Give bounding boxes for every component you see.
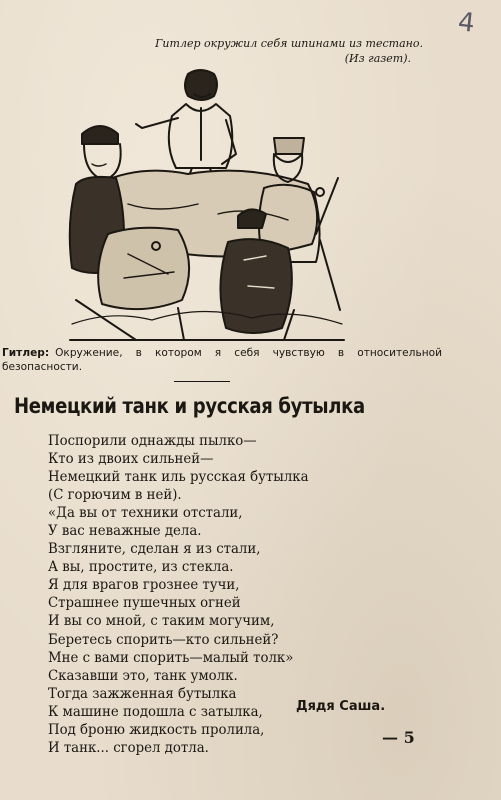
poem-line: Беретесь спорить—кто сильней? bbox=[48, 631, 279, 648]
page-number: — 5 bbox=[382, 728, 415, 747]
epigraph bbox=[123, 36, 423, 66]
poem-line: К машине подошла с затылка, bbox=[48, 703, 263, 720]
poem-line: Кто из двоих сильней— bbox=[48, 451, 214, 468]
caption-speaker: Гитлер: bbox=[2, 347, 50, 359]
poem-line: Страшнее пушечных огней bbox=[48, 595, 241, 612]
poem-line: А вы, простите, из стекла. bbox=[48, 559, 234, 576]
poem-line: (С горючим в ней). bbox=[48, 487, 182, 504]
cartoon-illustration bbox=[68, 64, 348, 344]
poem-title: Немецкий танк и русская бутылка bbox=[14, 394, 365, 418]
poem-author: Дядя Саша. bbox=[296, 699, 386, 714]
cartoon-caption bbox=[2, 346, 442, 374]
poem-line: Мне с вами спорить—малый толк» bbox=[48, 649, 294, 666]
epigraph-source: (Из газет). bbox=[344, 52, 411, 65]
poem-line: И танк... сгорел дотла. bbox=[48, 739, 209, 756]
poem-line: И вы со мной, с таким могучим, bbox=[48, 613, 275, 630]
poem-line: Немецкий танк иль русская бутылка bbox=[48, 469, 309, 486]
poem-line: Сказавши это, танк умолк. bbox=[48, 667, 238, 684]
caption-text: Окружение, в котором я себя чувствую в относительной безопасности. bbox=[2, 347, 442, 373]
section-divider bbox=[174, 381, 230, 382]
pencil-page-mark: 4 bbox=[456, 7, 477, 39]
poem-line: Под броню жидкость пролила, bbox=[48, 721, 265, 738]
poem-line: Тогда зажженная бутылка bbox=[48, 685, 237, 702]
poem-line: У вас неважные дела. bbox=[48, 523, 202, 540]
poem-line: Поспорили однажды пылко— bbox=[48, 433, 257, 449]
poem-line: Взгляните, сделан я из стали, bbox=[48, 541, 261, 558]
poem-line: Я для врагов грознее тучи, bbox=[48, 577, 240, 594]
epigraph-quote: Гитлер окружил себя шпинами из тестано. bbox=[155, 37, 423, 50]
poem-line: «Да вы от техники отстали, bbox=[48, 505, 243, 522]
